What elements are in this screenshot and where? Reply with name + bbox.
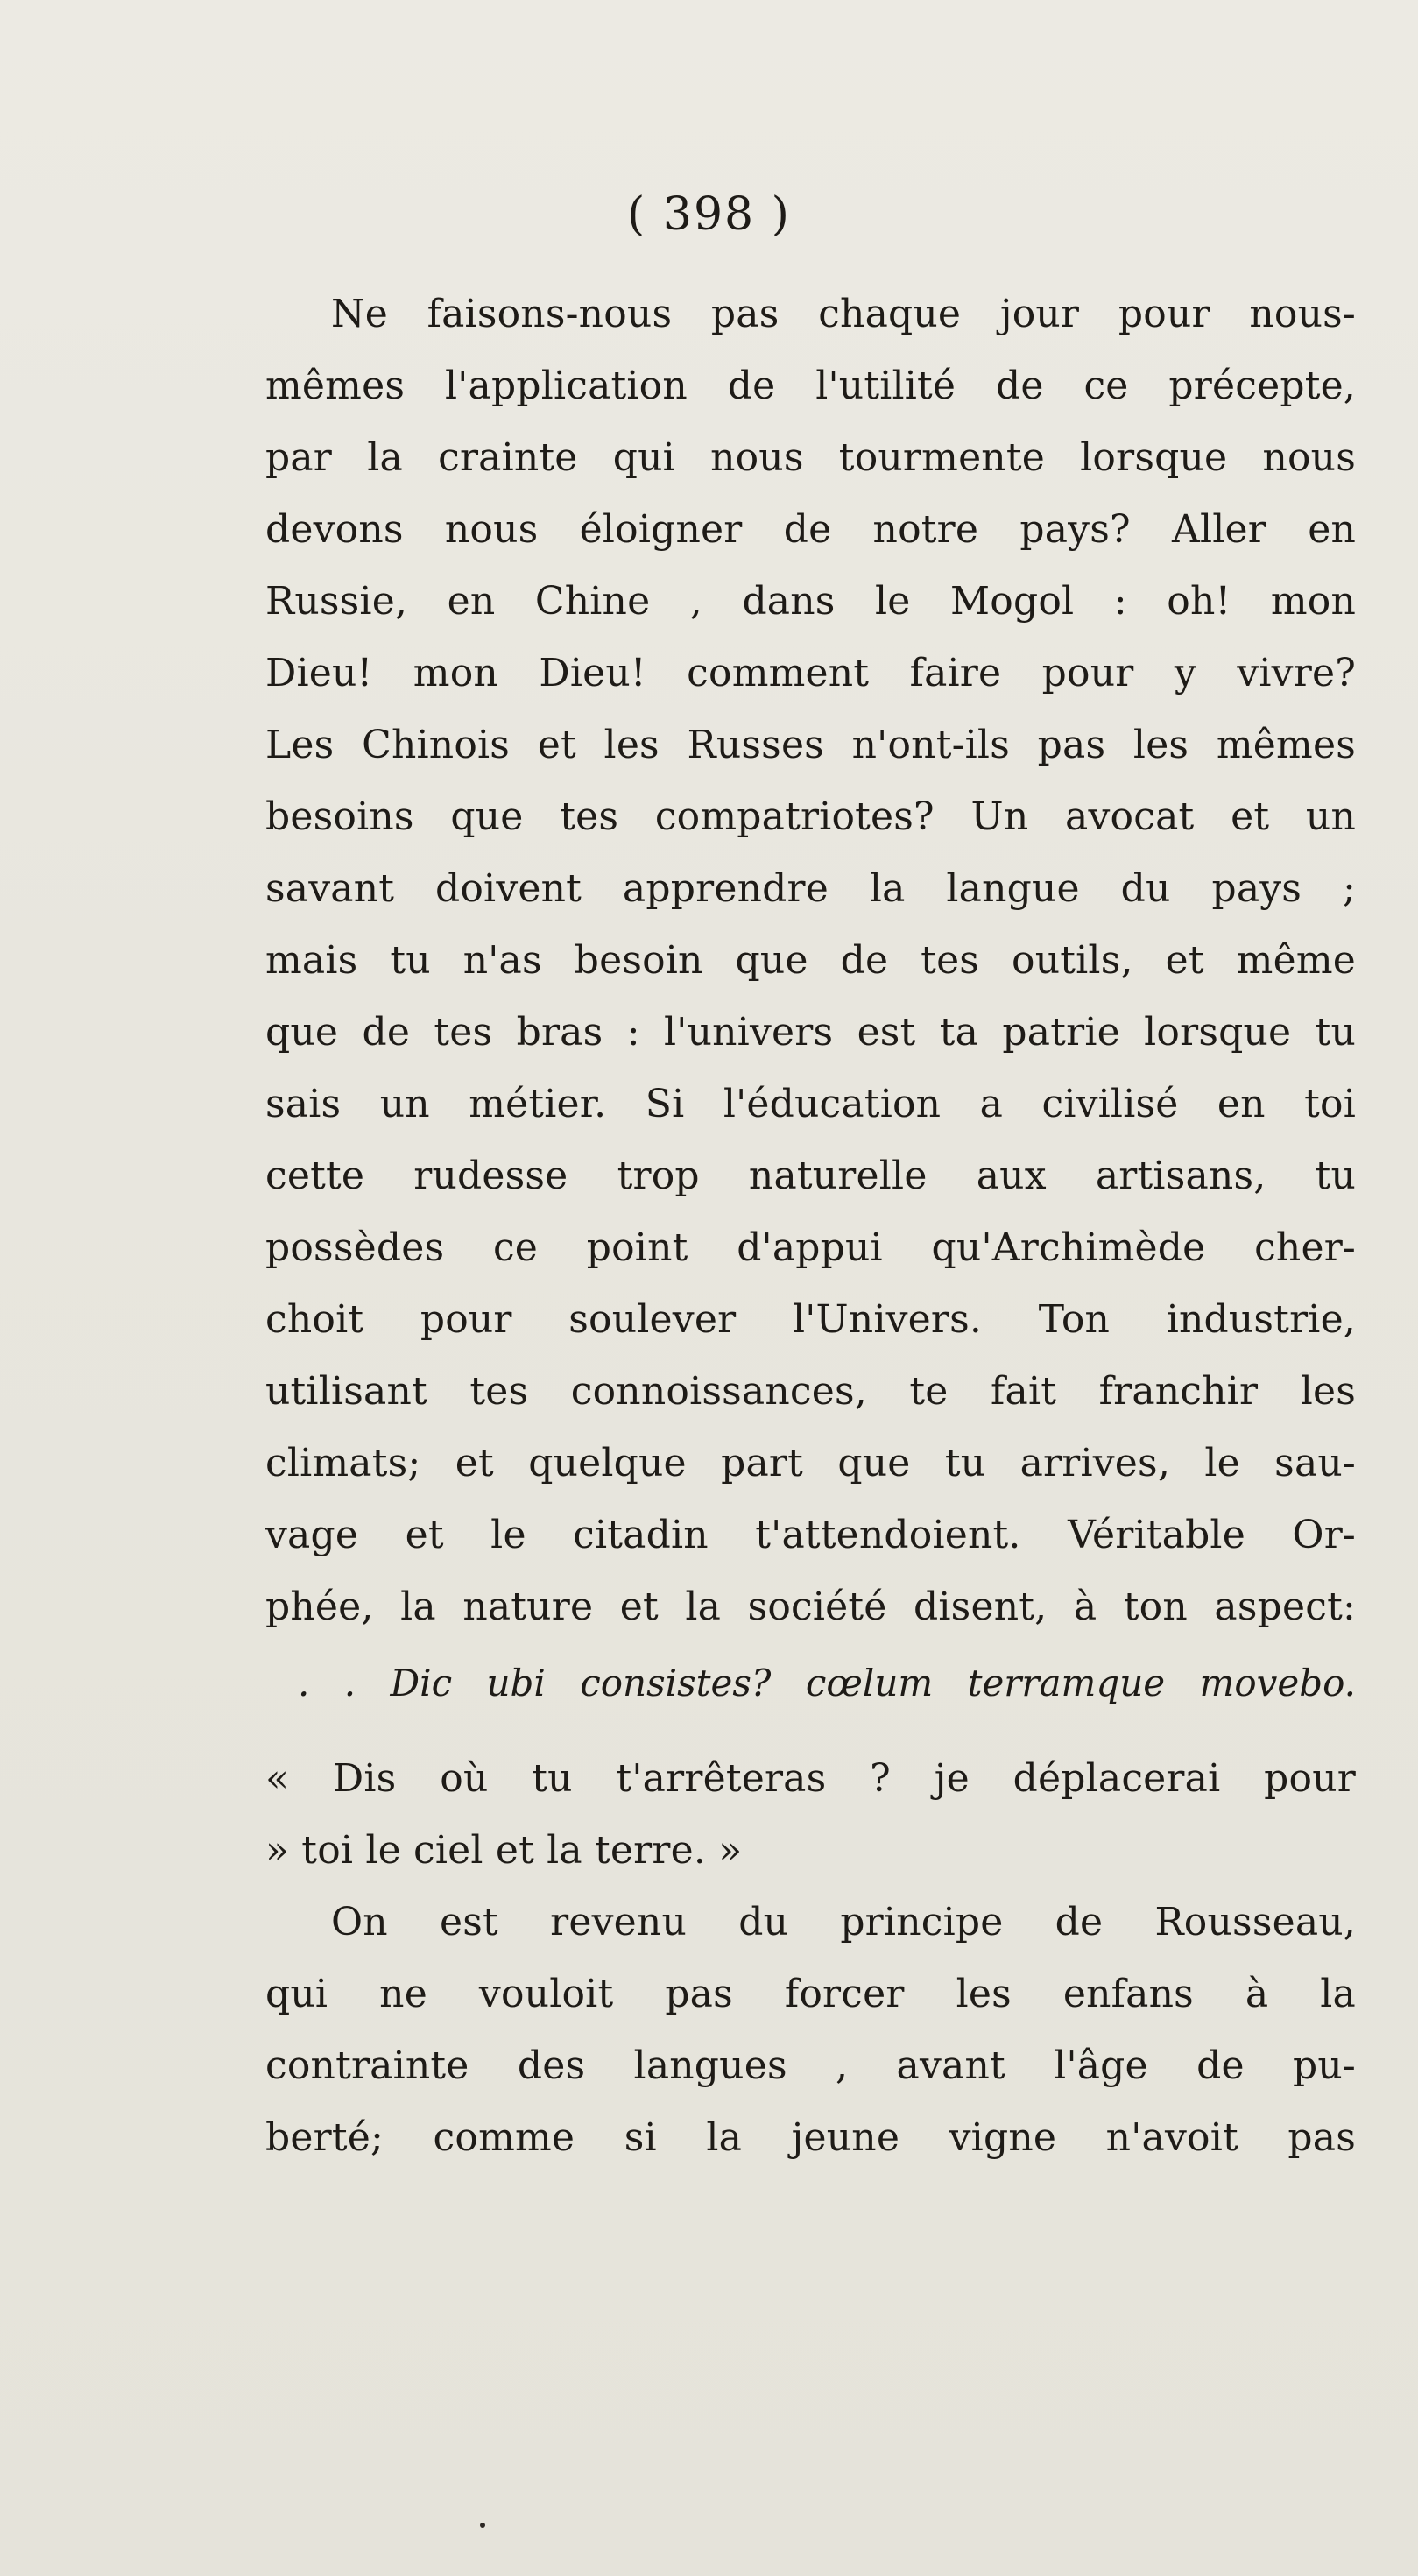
text-line: climats; et quelque part que tu arrives, le sau- — [265, 1441, 1356, 1486]
text-line: besoins que tes compatriotes? Un avocat et un — [265, 794, 1356, 839]
text-line: cette rudesse trop naturelle aux artisans, tu — [265, 1154, 1356, 1198]
text-line: Les Chinois et les Russes n'ont-ils pas les mêmes — [265, 723, 1356, 767]
text-line: sais un métier. Si l'éducation a civilisé en toi — [265, 1082, 1356, 1126]
text-line: que de tes bras : l'univers est ta patrie lorsque tu — [265, 1010, 1356, 1055]
latin-quotation: . . Dic ubi consistes? cœlum terramque movebo. — [298, 1662, 1356, 1704]
paper-speck — [480, 2523, 485, 2528]
text-line: » toi le ciel et la terre. » — [265, 1828, 743, 1873]
text-line: vage et le citadin t'attendoient. Véritable Or- — [265, 1513, 1356, 1557]
text-line: par la crainte qui nous tourmente lorsque nous — [265, 435, 1356, 480]
text-line: qui ne vouloit pas forcer les enfans à la — [265, 1972, 1356, 2016]
page-number: ( 398 ) — [627, 188, 791, 241]
text-line: Ne faisons-nous pas chaque jour pour nous- — [331, 292, 1356, 336]
text-line: contrainte des langues , avant l'âge de pu- — [265, 2043, 1356, 2088]
translation — [265, 1743, 1356, 1887]
paragraph-1 — [265, 279, 1356, 1643]
text-line: savant doivent apprendre la langue du pays ; — [265, 866, 1356, 911]
text-line: berté; comme si la jeune vigne n'avoit pas — [265, 2115, 1356, 2160]
text-line: Dieu! mon Dieu! comment faire pour y vivre? — [265, 651, 1356, 695]
text-line: « Dis où tu t'arrêteras ? je déplacerai pour — [265, 1756, 1356, 1801]
text-line: Russie, en Chine , dans le Mogol : oh! mon — [265, 579, 1356, 624]
paragraph-2 — [265, 1887, 1356, 2174]
text-line: choit pour soulever l'Univers. Ton industrie, — [265, 1297, 1356, 1342]
text-line: mêmes l'application de l'utilité de ce précepte, — [265, 363, 1356, 408]
text-line: possèdes ce point d'appui qu'Archimède cher- — [265, 1225, 1356, 1270]
text-line: utilisant tes connoissances, te fait franchir les — [265, 1369, 1356, 1414]
text-line: devons nous éloigner de notre pays? Aller en — [265, 507, 1356, 552]
text-line: mais tu n'as besoin que de tes outils, et même — [265, 938, 1356, 983]
text-line: phée, la nature et la société disent, à ton aspect: — [265, 1584, 1356, 1629]
text-line: On est revenu du principe de Rousseau, — [331, 1900, 1356, 1944]
